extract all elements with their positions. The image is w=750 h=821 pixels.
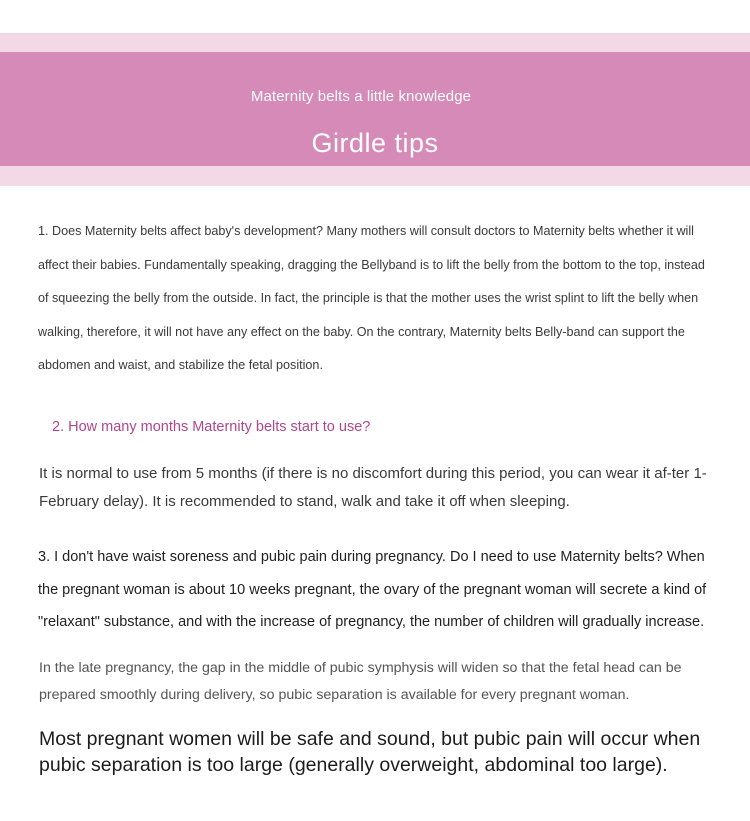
banner-title: Girdle tips <box>311 128 439 158</box>
paragraph-question-3: 3. I don't have waist soreness and pubic pain during pregnancy. Do I need to use Maternity belts? When the pregnant woman is about 10 weeks pregnant, the ovary of the pregnant woman will secrete a kind of "relaxant" substance, and with the increase of pregnancy, the number of children will gradually increase. <box>38 549 707 630</box>
paragraph-answer-2: It is normal to use from 5 months (if there is no discomfort during this period, you can wear it af-ter 1-February delay). It is recommended to stand, walk and take it off when sleeping. <box>39 465 707 510</box>
paragraph-late-pregnancy: In the late pregnancy, the gap in the middle of pubic symphysis will widen so that the fetal head can be prepared smoothly during delivery, so pubic separation is available for every pregnant woman. <box>39 660 682 703</box>
question-2-heading: 2. How many months Maternity belts start to use? <box>52 419 371 435</box>
banner-subtitle: Maternity belts a little knowledge <box>250 88 472 105</box>
paragraph-pubic-separation: Most pregnant women will be safe and sound, but pubic pain will occur when pubic separation is too large (generally overweight, abdominal too large). <box>39 728 701 776</box>
paragraph-question-1: 1. Does Maternity belts affect baby's development? Many mothers will consult doctors to Maternity belts whether it will affect their babies. Fundamentally speaking, dragging the Bellyband is to lift the belly from the bottom to the top, instead of squeezing the belly from the outside. In fact, the principle is that the mother uses the wrist splint to lift the belly when walking, therefore, it will not have any effect on the baby. On the contrary, Maternity belts Belly-band can support the abdomen and waist, and stabilize the fetal position. <box>38 224 705 373</box>
